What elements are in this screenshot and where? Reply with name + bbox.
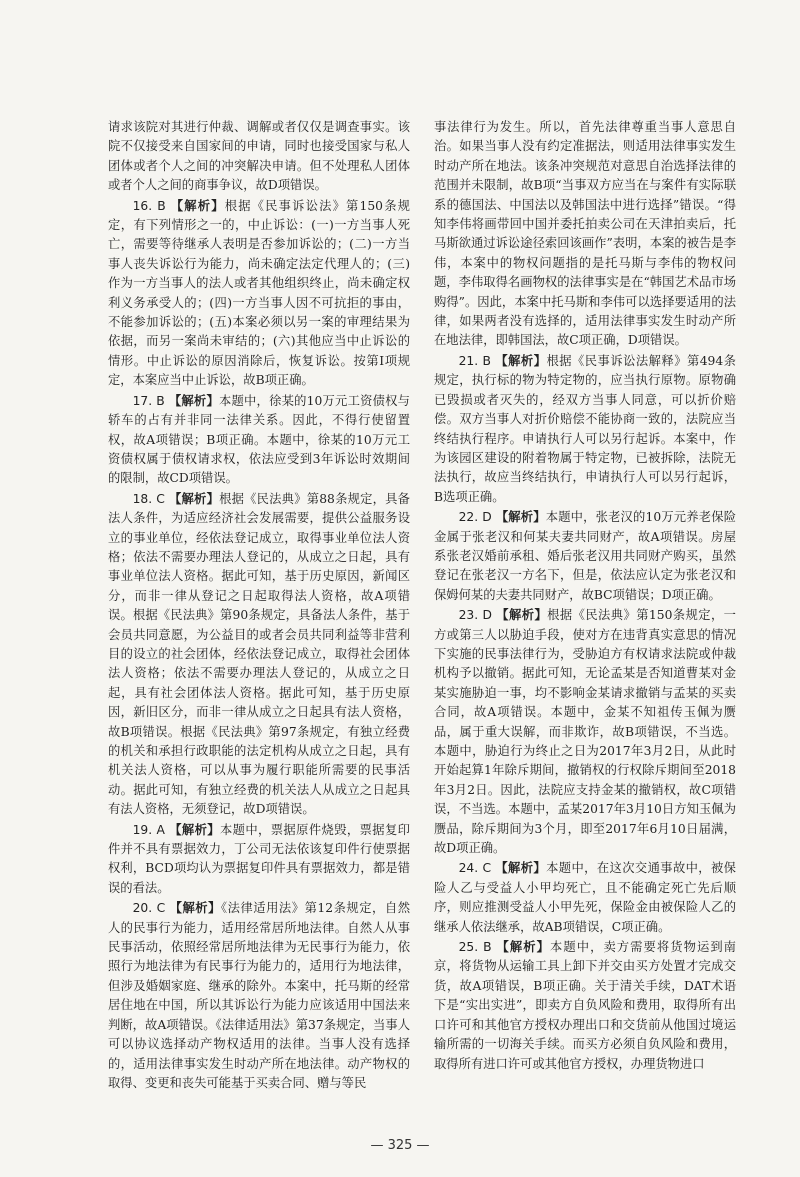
answer-number: 22. D xyxy=(458,510,492,525)
answer-paragraph xyxy=(434,937,736,1074)
answer-paragraph xyxy=(108,489,410,820)
paragraph-text: 根据《民法典》第88条规定，具备法人条件，为适应经济社会发展需要，提供公益服务设立的事业单位，经依法登记成立，取得事业单位法人资格；依法不需要办理法人登记的，从成立之日起，具有事业单位法人资格。据此可知，基于历史原因，新闻区分，而非一律从登记之日起取得法人资格，故A项错误。根据《民法典》第90条规定，具备法人条件，基于会员共同意愿，为公益目的或者会员共同利益等非营利目的设立的社会团体，经依法登记成立，取得社会团体法人资格；依法不需要办理法人登记的，从成立之日起，具有社会团体法人资格。据此可知，基于历史原因，新旧区分，而非一律从成立之日起具有法人资格，故B项错误。根据《民法典》第97条规定，有独立经费的机关和承担行政职能的法定机构从成立之日起，具有机关法人资格，可以从事为履行职能所需要的民事活动。据此可知，有独立经费的机关法人从成立之日起具有法人资格，无须登记，故D项错误。 xyxy=(108,491,410,817)
paragraph-text: 《法律适用法》第12条规定，自然人的民事行为能力，适用经常居所地法律。自然人从事民事活动，依照经常居所地法律为无民事行为能力，依照行为地法律为有民事行为能力的，适用行为地法律，但涉及婚姻家庭、继承的除外。本案中，托马斯的经常居住地在中国，所以其诉讼行为能力应该适用中国法来判断，故A项错误。《法律适用法》第37条规定，当事人可以协议选择动产物权适用的法律。当事人没有选择的，适用法律事实发生时动产所在地法律。动产物权的取得、变更和丧失可能基于买卖合同、赠与等民 xyxy=(108,901,410,1090)
analysis-tag: 【解析】 xyxy=(495,509,546,525)
analysis-tag: 【解析】 xyxy=(169,900,221,916)
answer-number: 19. A xyxy=(132,822,165,837)
analysis-tag: 【解析】 xyxy=(495,352,547,368)
paragraph-text: 本题中，卖方需要将货物运到南京，将货物从运输工具上卸下并交由买方处置才完成交货，故A项错误，B项正确。关于清关手续，DAT术语下是“实出实进”，即卖方自负风险和费用，取得所有出口许可和其他官方授权办理出口和交货前从他国过境运输所需的一切海关手续。而买方必须自负风险和费用，取得所有进口许可或其他官方授权，办理货物进口 xyxy=(434,940,736,1071)
paragraph-text: 根据《民事诉讼法解释》第494条规定，执行标的物为特定物的，应当执行原物。原物确已毁损或者灭失的，经双方当事人同意，可以折价赔偿。双方当事人对折价赔偿不能协商一致的，法院应当终结执行程序。申请执行人可以另行起诉。本案中，作为该园区建设的附着物属于特定物，已被拆除，法院无法执行，故应当终结执行，申请执行人可以另行起诉，B选项正确。 xyxy=(434,353,736,504)
answer-paragraph xyxy=(434,118,736,351)
answer-paragraph xyxy=(434,605,736,858)
left-column xyxy=(108,118,410,1128)
analysis-tag: 【解析】 xyxy=(170,197,225,213)
answer-paragraph xyxy=(108,820,410,899)
answer-paragraph xyxy=(108,898,410,1093)
answer-number: 21. B xyxy=(458,353,491,368)
answer-number: 24. C xyxy=(458,861,492,876)
paragraph-text: 本题中，张老汉的10万元养老保险金属于张老汉和何某夫妻共同财产，故A项错误。房屋系张老汉婚前承租、婚后张老汉用共同财产购买，虽然登记在张老汉一方名下，但是，依法应认定为张老汉和保姆何某的夫妻共同财产，故BC项错误；D项正确。 xyxy=(434,510,736,602)
paragraph-text: 请求该院对其进行仲裁、调解或者仅仅是调查事实。该院不仅接受来自国家间的申请，同时也接受国家与私人团体或者个人之间的冲突解决申请。但不处理私人团体或者个人之间的商事争议，故D项错误。 xyxy=(108,120,410,193)
answer-paragraph xyxy=(434,507,736,605)
analysis-tag: 【解析】 xyxy=(169,821,220,837)
answer-paragraph xyxy=(108,118,410,196)
page-number: — 325 — xyxy=(370,1138,430,1153)
analysis-tag: 【解析】 xyxy=(495,860,547,876)
text-columns xyxy=(108,118,760,1128)
analysis-tag: 【解析】 xyxy=(496,939,550,955)
paragraph-text: 事法律行为发生。所以，首先法律尊重当事人意思自治。如果当事人没有约定准据法，则适用法律事实发生时动产所在地法。该条冲突规范对意思自治选择法律的范围并未限制，故B项“当事双方应当在与案件有实际联系的德国法、中国法以及韩国法中进行选择”错误。“得知李伟将画带回中国并委托拍卖公司在天津拍卖后，托马斯欲通过诉讼途径索回该画作”表明，本案的被告是李伟，本案中的物权问题指的是托马斯与李伟的物权问题，李伟取得名画物权的法律事实是在“韩国艺术品市场购得”。因此，本案中托马斯和李伟可以选择要适用的法律，如果两者没有选择的，适用法律事实发生时动产所在地法律，即韩国法，故C项正确，D项错误。 xyxy=(434,120,736,348)
answer-number: 18. C xyxy=(132,491,165,506)
paragraph-text: 本题中，在这次交通事故中，被保险人乙与受益人小甲均死亡，且不能确定死亡先后顺序，则应推测受益人小甲先死，保险金由被保险人乙的继承人依法继承，故AB项错误，C项正确。 xyxy=(434,861,736,934)
analysis-tag: 【解析】 xyxy=(169,490,220,506)
right-column xyxy=(434,118,736,1128)
answer-paragraph xyxy=(434,858,736,937)
paragraph-text: 根据《民法典》第150条规定，一方或第三人以胁迫手段，使对方在违背真实意思的情况下实施的民事法律行为，受胁迫方有权请求法院或仲裁机构予以撤销。据此可知，无论孟某是否知道曹某对金某实施胁迫一事，均不影响金某请求撤销与孟某的买卖合同，故A项错误。本题中，金某不知祖传玉佩为赝品，属于重大误解，而非欺诈，故B项错误，不当选。本题中，胁迫行为终止之日为2017年3月2日，从此时开始起算1年除斥期间，撤销权的行权除斥期间至2018年3月2日。因此，法院应支持金某的撤销权，故C项错误，不当选。本题中，孟某2017年3月10日方知玉佩为赝品，除斥期间为3个月，即至2017年6月10日届满，故D项正确。 xyxy=(434,608,736,856)
answer-number: 16. B xyxy=(132,198,166,213)
answer-number: 25. B xyxy=(458,940,492,955)
answer-paragraph xyxy=(108,391,410,489)
answer-number: 20. C xyxy=(132,901,166,916)
paragraph-text: 本题中，票据原件烧毁，票据复印件并不具有票据效力，丁公司无法依该复印件行使票据权利，BCD项均认为票据复印件具有票据效力，都是错误的看法。 xyxy=(108,822,410,895)
analysis-tag: 【解析】 xyxy=(168,392,219,408)
answer-number: 17. B xyxy=(132,393,165,408)
answer-paragraph xyxy=(434,351,736,507)
answer-number: 23. D xyxy=(458,608,492,623)
paragraph-text: 本题中，徐某的10万元工资债权与轿车的占有并非同一法律关系。因此，不得行使留置权，故A项错误；B项正确。本题中，徐某的10万元工资债权属于债权请求权，依法应受到3年诉讼时效期间的限制，故CD项错误。 xyxy=(108,393,410,486)
answer-paragraph xyxy=(108,196,410,391)
paragraph-text: 根据《民事诉讼法》第150条规定，有下列情形之一的，中止诉讼：(一)一方当事人死亡，需要等待继承人表明是否参加诉讼的；(二)一方当事人丧失诉讼行为能力，尚未确定法定代理人的；(三)作为一方当事人的法人或者其他组织终止，尚未确定权利义务承受人的；(四)一方当事人因不可抗拒的事由，不能参加诉讼的；(五)本案必须以另一案的审理结果为依据，而另一案尚未审结的；(六)其他应当中止诉讼的情形。中止诉讼的原因消除后，恢复诉讼。按第Ⅰ项规定，本案应当中止诉讼，故B项正确。 xyxy=(108,198,410,388)
analysis-tag: 【解析】 xyxy=(496,607,548,623)
